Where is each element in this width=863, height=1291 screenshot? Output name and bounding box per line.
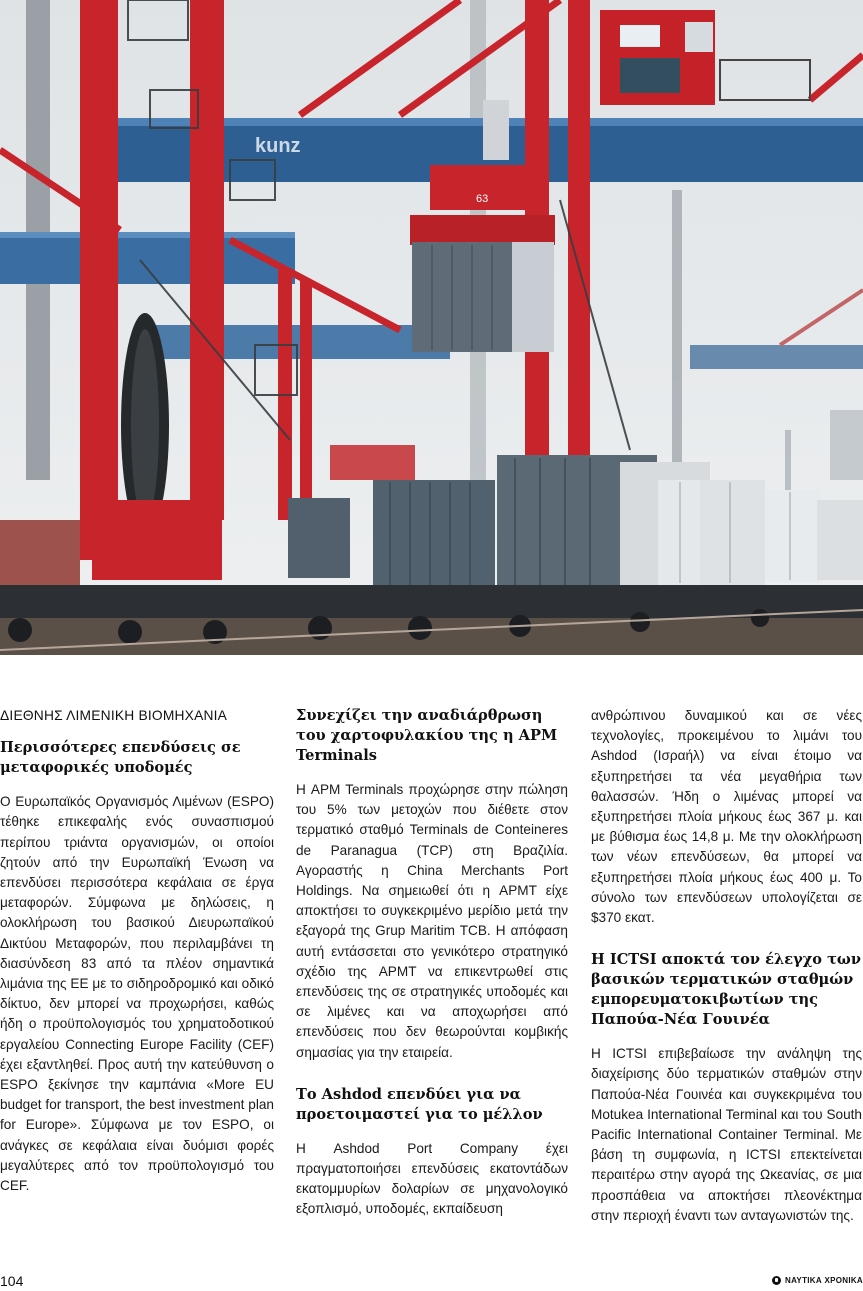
column-2	[296, 706, 568, 1220]
article-heading-ictsi: Η ICTSI αποκτά τον έλεγχο των βασικών τερματικών σταθμών εμπορευματοκιβωτίων της Παπούα-Νέα Γουινέα	[591, 951, 861, 1029]
container-number: 63	[476, 193, 489, 205]
column-3	[591, 706, 862, 1226]
brand-name: ΝΑΥΤΙΚΑ ΧΡΟΝΙΚΑ	[785, 1276, 863, 1285]
publication-brand	[772, 1276, 863, 1285]
article-body-apm: Η APM Terminals προχώρησε στην πώληση του 5% των μετοχών που διέθετε στον τερματικό σταθμό Terminals de Conteineres de Paranagua (TCP) στη Βραζιλία. Αγοραστής η China Merchants Port Holdings. Να σημειωθεί ότι η APMT είχε αποκτήσει το συγκεκριμένο μερίδιο μετά την εξαγορά της Grup Maritim TCB. Η απόφαση αυτή εντάσσεται στο γενικότερο στρατηγικό σχέδιο της APMT να επικεντρωθεί στις επενδύσεις της σε στρατηγικές υποδομές και σε λιμένες και να αποχωρήσει από επενδύσεις που δεν θεωρούνται κομβικής σημασίας για την εταιρεία.	[296, 782, 568, 1060]
brand-logo-icon	[772, 1276, 781, 1285]
article-body-ictsi: Η ICTSI επιβεβαίωσε την ανάληψη της διαχείρισης δύο τερματικών σταθμών στην Παπούα-Νέα Γουινέα και συγκεκριμένα του Motukea International Terminal και του South Pacific International Container Terminal. Με βάση τη συμφωνία, η ICTSI επεκτείνεται περαιτέρω στην αγορά της Ωκεανίας, σε μια προσπάθεια να αποκτήσει πλεονέκτημα στην περιοχή έναντι των ανταγωνιστών της.	[591, 1046, 862, 1223]
rail-wagons	[0, 585, 863, 655]
article-body-ashdod-cont: ανθρώπινου δυναμικού και σε νέες τεχνολογίες, προκειμένου το λιμάνι του Ashdod (Ισραήλ) να είναι έτοιμο να εξυπηρετήσει τα νέα μεγαθήρια των θαλασσών. Ήδη ο λιμένας μπορεί να εξυπηρετήσει πλοία μήκους έως 367 μ. και με βύθισμα έως 14,8 μ. Με την ολοκλήρωση των νέων επενδύσεων, θα μπορεί να εξυπηρετήσει πλοία μήκους έως 400 μ. Το σύνολο των επενδύσεων υπολογίζεται σε $370 εκατ.	[591, 708, 862, 926]
article-heading-apm: Συνεχίζει την αναδιάρθρωση του χαρτοφυλακίου της η APM Terminals	[296, 707, 558, 764]
section-kicker: ΔΙΕΘΝΗΣ ΛΙΜΕΝΙΚΗ ΒΙΟΜΗΧΑΝΙΑ	[0, 708, 228, 723]
article-heading-investments: Περισσότερες επενδύσεις σε μεταφορικές υποδομές	[0, 739, 241, 777]
page-number: 104	[0, 1273, 24, 1289]
column-1	[0, 706, 274, 1196]
article-heading-ashdod: Το Ashdod επενδύει για να προετοιμαστεί για το μέλλον	[296, 1085, 543, 1123]
crane-brand-label: kunz	[255, 135, 301, 157]
article-body-espo: Ο Ευρωπαϊκός Οργανισμός Λιμένων (ESPO) τέθηκε επικεφαλής ενός συνασπισμού περίπου τριάντα οργανισμών, οι οποίοι ζητούν από την Ευρωπαϊκή Ένωση να επενδύσει περισσότερα κεφάλαια σε έργα μεταφορών. Σύμφωνα με δηλώσεις, η ολοκλήρωση του βασικού Διευρωπαϊκού Δικτύου Μεταφορών, που περιλαμβάνει τη διασύνδεση 83 από τα πλέον σημαντικά λιμάνια της ΕΕ με το σιδηροδρομικό και οδικό δίκτυο, δεν μπορεί να προχωρήσει, καθώς ήδη ο προϋπολογισμός του χρηματοδοτικού εργαλείου Connecting Europe Facility (CEF) έχει εξαντληθεί. Προς αυτή την κατεύθυνση ο ESPO ξεκίνησε την καμπάνια «More EU budget for transport, the best investment plan for Europe». Σύμφωνα με τον ESPO, οι ανάγκες σε κεφάλαια είναι δυόμισι φορές μεγαλύτερες από τον προϋπολογισμό του CEF.	[0, 794, 274, 1194]
article-body-ashdod-start: Η Ashdod Port Company έχει πραγματοποιήσει επενδύσεις εκατοντάδων εκατομμυρίων δολαρίων σε μηχανολογικό εξοπλισμό, υποδομές, εκπαίδευση	[296, 1140, 568, 1217]
